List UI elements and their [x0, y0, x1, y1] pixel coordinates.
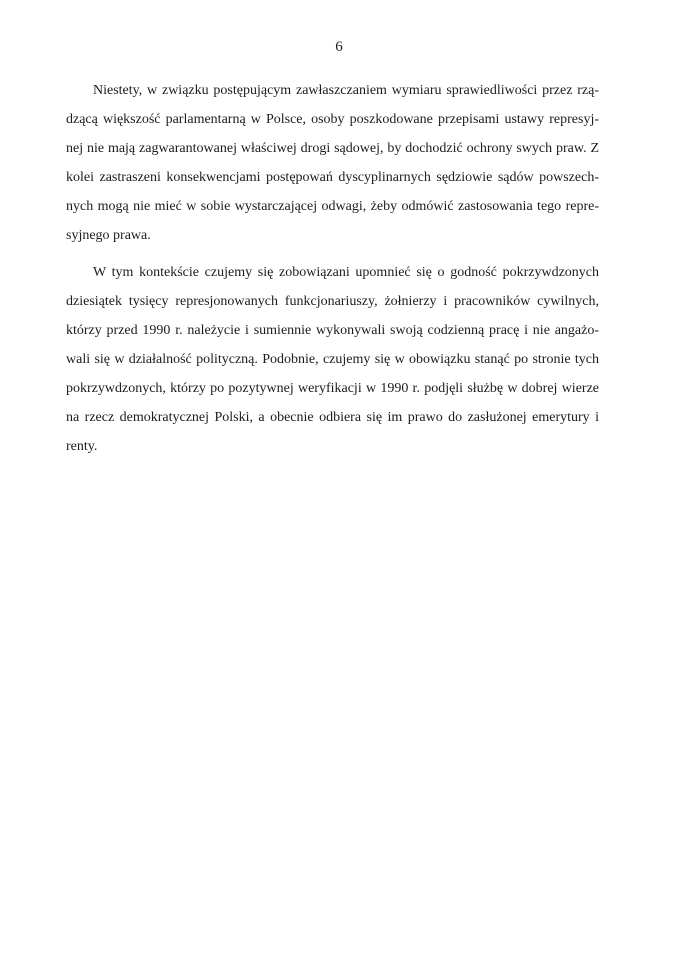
text-line: pokrzywdzonych, którzy po pozytywnej weryfikacji w 1990 r. podjęli służbę w dobrej wierze — [66, 381, 599, 396]
text-line: renty. — [66, 439, 98, 454]
text-line: wali się w działalność polityczną. Podobnie, czujemy się w obowiązku stanąć po stronie tych — [66, 352, 599, 367]
text-line: dzącą większość parlamentarną w Polsce, osoby poszkodowane przepisami ustawy represyj- — [66, 112, 599, 127]
paragraph — [66, 76, 599, 250]
page-number: 6 — [335, 39, 343, 55]
text-line: nych mogą nie mieć w sobie wystarczającej odwagi, żeby odmówić zastosowania tego repre- — [66, 199, 599, 214]
text-line: którzy przed 1990 r. należycie i sumiennie wykonywali swoją codzienną pracę i nie angażo- — [66, 323, 599, 338]
text-line: dziesiątek tysięcy represjonowanych funkcjonariuszy, żołnierzy i pracowników cywilnych, — [66, 294, 599, 309]
text-line: nej nie mają zagwarantowanej właściwej drogi sądowej, by dochodzić ochrony swych praw. Z — [66, 141, 599, 156]
text-line: na rzecz demokratycznej Polski, a obecnie odbiera się im prawo do zasłużonej emerytury i — [66, 410, 599, 425]
text-block — [66, 76, 599, 469]
text-line: W tym kontekście czujemy się zobowiązani upomnieć się o godność pokrzywdzonych — [93, 265, 599, 280]
text-line: syjnego prawa. — [66, 228, 151, 243]
text-line: Niestety, w związku postępującym zawłaszczaniem wymiaru sprawiedliwości przez rzą- — [93, 83, 599, 98]
text-line: kolei zastraszeni konsekwencjami postępowań dyscyplinarnych sędziowie sądów powszech- — [66, 170, 599, 185]
paragraph — [66, 258, 599, 461]
